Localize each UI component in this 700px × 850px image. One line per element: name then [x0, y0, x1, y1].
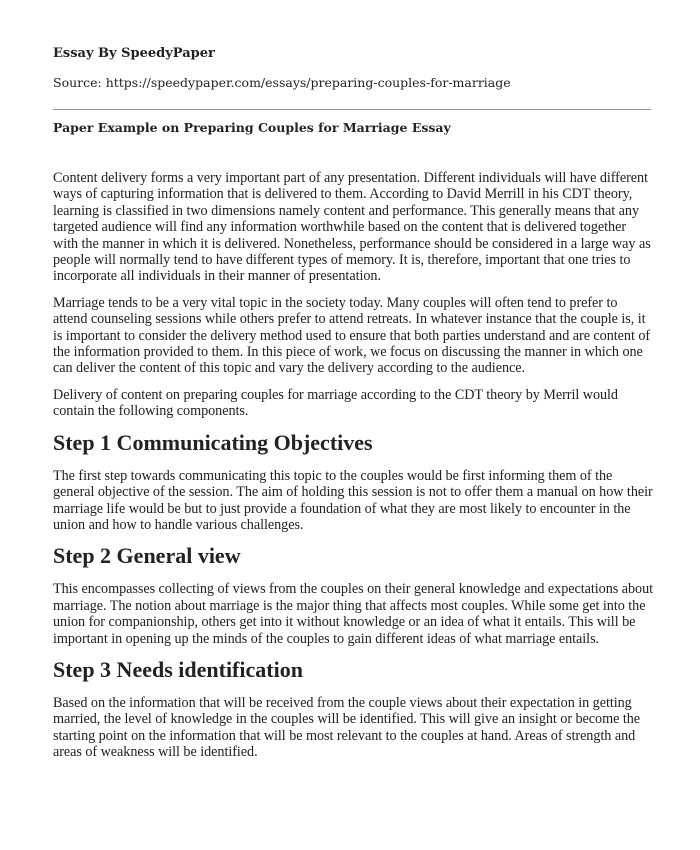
section-paragraph: This encompasses collecting of views from the couples on their general knowledge and expectations about marriage. The notion about marriage is the major thing that affects most couples. While some get into the union for companionship, others get into it without knowledge or an idea of what it entails. This will be important in opening up the minds of the couples to gain different ideas of what marriage entails.	[53, 581, 654, 647]
brand-label: Essay By SpeedyPaper	[53, 46, 215, 61]
page-header	[53, 46, 653, 91]
document-title: Paper Example on Preparing Couples for Marriage Essay	[53, 120, 451, 135]
intro-paragraph: Delivery of content on preparing couples for marriage according to the CDT theory by Merril would contain the following components.	[53, 386, 618, 420]
header-divider	[53, 109, 651, 110]
section-paragraph: The first step towards communicating this topic to the couples would be first informing them of the general objective of the session. The aim of holding this session is not to offer them a manual on how their marriage life would be but to just provide a foundation of what they are most likely to encounter in the union and how to handle various challenges.	[53, 467, 653, 533]
section-heading: Step 1 Communicating Objectives	[53, 429, 373, 455]
section-paragraph: Based on the information that will be received from the couple views about their expectation in getting married, the level of knowledge in the couples will be identified. This will give an insight or become the starting point on the information that will be most relevant to the couples at hand. Areas of strength and areas of weakness will be identified.	[53, 694, 641, 761]
intro-paragraph: Content delivery forms a very important part of any presentation. Different individuals will have different ways of capturing information that is delivered to them. According to David Merrill in his CDT theory, learning is classified in two dimensions namely content and performance. This generally means that any targeted audience will find any information worthwhile based on the content that is delivered together with the manner in which it is delivered. Nonetheless, performance should be considered in a large way as people will normally tend to have different types of memory. It is, therefore, important that one tries to incorporate all individuals in their manner of presentation.	[53, 170, 651, 285]
source-url: Source: https://speedypaper.com/essays/preparing-couples-for-marriage	[53, 75, 511, 90]
intro-paragraph: Marriage tends to be a very vital topic in the society today. Many couples will often tend to prefer to attend counseling sessions while others prefer to attend retreats. In whatever instance that the couple is, it is important to consider the delivery method used to ensure that both parties understand and are content of the information provided to them. In this piece of work, we focus on discussing the manner in which one can deliver the content of this topic and vary the delivery according to the audience.	[53, 294, 651, 377]
section-heading: Step 2 General view	[53, 543, 241, 569]
document-body	[53, 170, 653, 771]
section-heading: Step 3 Needs identification	[53, 656, 303, 682]
